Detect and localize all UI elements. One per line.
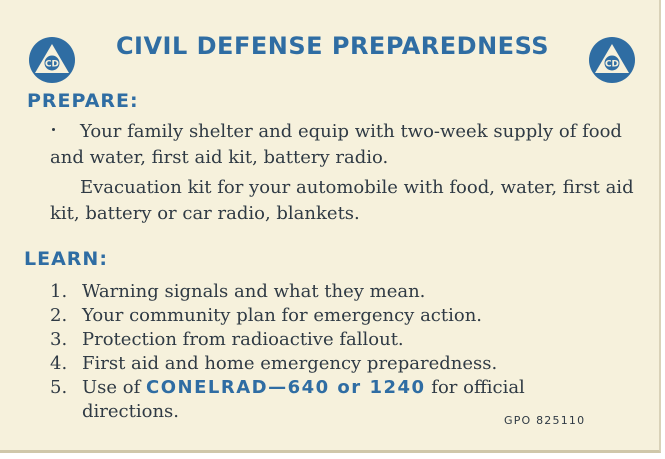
prepare-heading: PREPARE: <box>27 90 139 112</box>
prepare-paragraph: Evacuation kit for your automobile with food, water, first aid kit, battery or car radio, blankets. <box>50 177 634 224</box>
svg-text:CD: CD <box>44 59 60 70</box>
list-item-text: Warning signals and what they mean. <box>82 281 426 302</box>
list-item-number: 3. <box>50 329 68 350</box>
list-item-continuation: directions. <box>82 401 179 422</box>
conelrad-emphasis: CONELRAD—640 or 1240 <box>146 377 426 398</box>
list-item <box>50 304 650 328</box>
list-item-number: 5. <box>50 377 68 398</box>
prepare-paragraph: Your family shelter and equip with two-week supply of food and water, first aid kit, battery radio. <box>50 121 622 168</box>
list-item-text: for official <box>431 377 525 398</box>
list-item-text: Protection from radioactive fallout. <box>82 329 404 350</box>
civil-defense-logo-icon <box>28 36 76 84</box>
list-item-text: Use of <box>82 377 141 398</box>
list-item <box>50 328 650 352</box>
svg-text:CD: CD <box>604 59 620 70</box>
list-item-number: 2. <box>50 305 68 326</box>
learn-list <box>50 280 650 424</box>
list-item <box>50 352 650 376</box>
list-item-text: First aid and home emergency preparedness. <box>82 353 498 374</box>
list-item-number: 4. <box>50 353 68 374</box>
civil-defense-logo-icon <box>588 36 636 84</box>
list-item-number: 1. <box>50 281 68 302</box>
list-item <box>50 280 650 304</box>
learn-heading: LEARN: <box>24 248 108 270</box>
card-title: CIVIL DEFENSE PREPAREDNESS <box>115 32 550 60</box>
gpo-code: GPO 825110 <box>504 414 586 427</box>
list-item-text: Your community plan for emergency action. <box>82 305 483 326</box>
